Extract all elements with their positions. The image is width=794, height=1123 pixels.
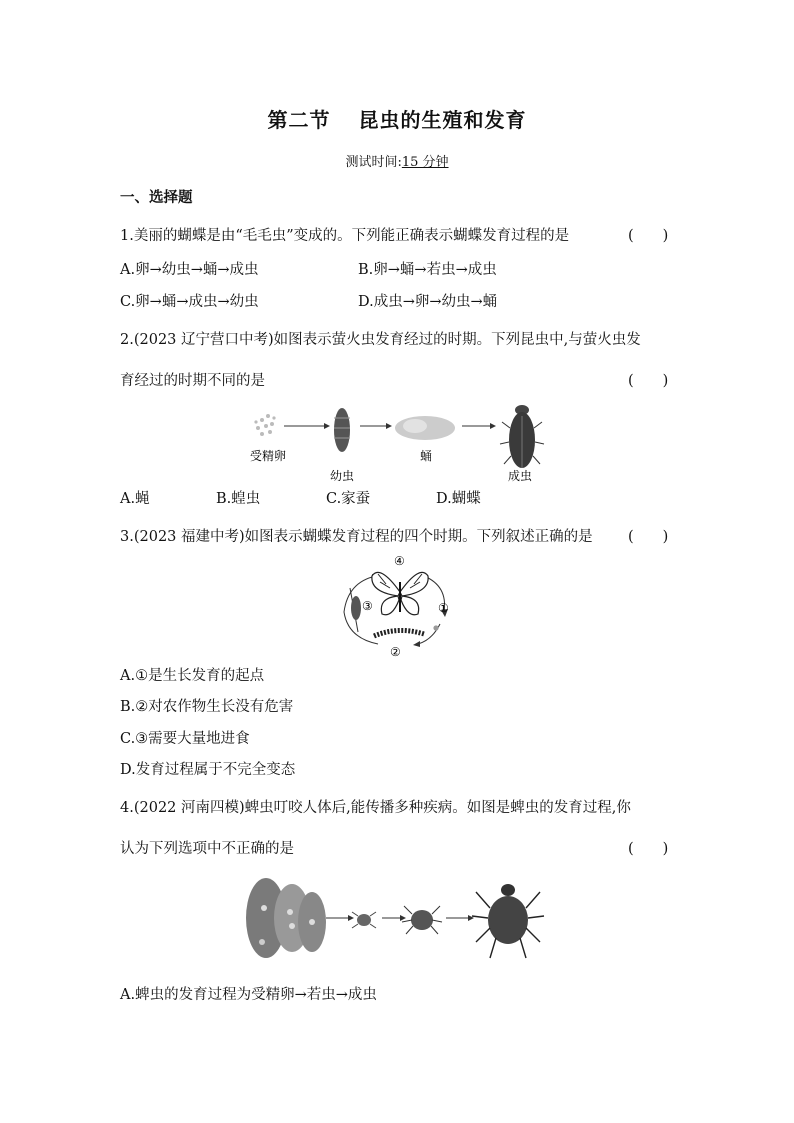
stage-label-4: ④: [394, 554, 405, 568]
adult-tick-icon: [472, 884, 544, 958]
butterfly-icon: [372, 572, 428, 614]
section-name: 昆虫的生殖和发育: [358, 108, 527, 132]
stage-label-1: ①: [438, 601, 449, 615]
caterpillar-icon: [374, 630, 424, 636]
chrysalis-icon: [350, 588, 361, 632]
q2-stem-line1: 2.(2023 辽宁营口中考)如图表示萤火虫发育经过的时期。下列昆虫中,与萤火虫发: [120, 332, 641, 348]
larva-icon: [334, 408, 350, 452]
test-time: [0, 151, 794, 170]
q3-option-c: C.③需要大量地进食: [120, 731, 250, 747]
label-adult: 成虫: [508, 469, 533, 483]
q2-option-b: B.蝗虫: [216, 491, 261, 507]
q3-option-b: B.②对农作物生长没有危害: [120, 699, 294, 715]
q3-stem: 3.(2023 福建中考)如图表示蝴蝶发育过程的四个时期。下列叙述正确的是: [120, 529, 593, 545]
q1-stem: 1.美丽的蝴蝶是由“毛毛虫”变成的。下列能正确表示蝴蝶发育过程的是: [120, 228, 570, 244]
cycle-arrow-left: [344, 576, 378, 644]
firefly-lifecycle-figure: [240, 398, 560, 486]
beetle-icon: [500, 405, 544, 468]
larval-tick-icon: [352, 912, 376, 928]
test-time-label: 测试时间:: [345, 155, 402, 170]
q1-option-b: B.卵→蛹→若虫→成虫: [358, 262, 497, 278]
q2-stem-line2: 育经过的时期不同的是: [120, 373, 265, 389]
leaves-with-eggs-icon: [246, 878, 326, 958]
q1-answer-bracket: ( ): [628, 228, 669, 244]
q3-option-a: A.①是生长发育的起点: [120, 668, 265, 684]
q2-option-d: D.蝴蝶: [436, 491, 481, 507]
label-pupa: 蛹: [420, 449, 433, 463]
test-time-value: 15 分钟: [401, 155, 449, 170]
q2-answer-bracket: ( ): [628, 373, 669, 389]
stage-label-2: ②: [390, 645, 401, 659]
section-heading: 一、选择题: [120, 190, 193, 206]
q4-option-a: A.蜱虫的发育过程为受精卵→若虫→成虫: [120, 987, 377, 1003]
pupa-icon: [395, 416, 455, 440]
label-fertilized-egg: 受精卵: [250, 449, 287, 463]
q4-stem-line2: 认为下列选项中不正确的是: [120, 841, 294, 857]
egg-cluster-icon: [254, 414, 275, 436]
page-title: [0, 104, 794, 133]
q4-stem-line1: 4.(2022 河南四模)蜱虫叮咬人体后,能传播多种疾病。如图是蜱虫的发育过程,你: [120, 800, 631, 816]
q4-answer-bracket: ( ): [628, 841, 669, 857]
egg-icon: [433, 625, 438, 630]
q2-option-a: A.蝇: [120, 491, 150, 507]
butterfly-lifecycle-figure: [328, 552, 468, 660]
q3-option-d: D.发育过程属于不完全变态: [120, 762, 296, 778]
tick-lifecycle-figure: [240, 872, 550, 966]
q1-option-d: D.成虫→卵→幼虫→蛹: [358, 294, 498, 310]
nymph-tick-icon: [402, 906, 442, 934]
q2-option-c: C.家蚕: [326, 491, 371, 507]
q3-answer-bracket: ( ): [628, 529, 669, 545]
q1-option-c: C.卵→蛹→成虫→幼虫: [120, 294, 259, 310]
q1-option-a: A.卵→幼虫→蛹→成虫: [120, 262, 259, 278]
stage-label-3: ③: [362, 599, 373, 613]
label-larva: 幼虫: [330, 469, 355, 483]
section-number: 第二节: [267, 108, 331, 132]
